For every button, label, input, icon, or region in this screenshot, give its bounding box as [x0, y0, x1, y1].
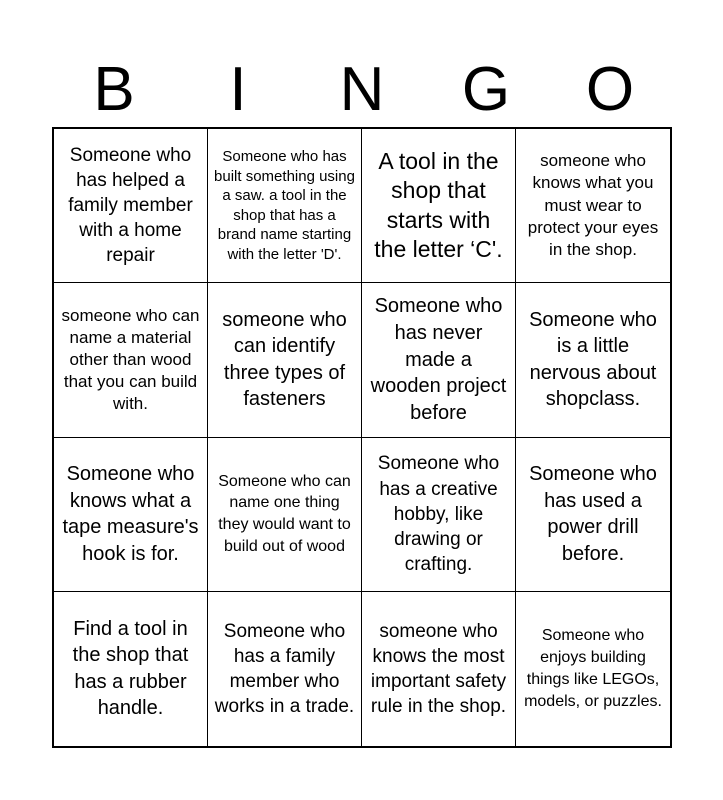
header-letter-n: N	[339, 55, 385, 124]
bingo-cell-r3-c1: Someone who knows what a tape measure's hook is for.	[54, 438, 208, 592]
bingo-header	[52, 52, 672, 128]
header-letter-g: G	[461, 55, 511, 124]
bingo-cell-r4-c1: Find a tool in the shop that has a rubber handle.	[54, 592, 208, 746]
bingo-cell-r2-c1: someone who can name a material other than wood that you can build with.	[54, 283, 208, 437]
header-letter-i: I	[229, 55, 247, 124]
header-letter-o: O	[585, 55, 635, 124]
bingo-cell-r2-c3: Someone who has never made a wooden project before	[362, 283, 516, 437]
bingo-card-grid	[52, 127, 672, 748]
bingo-cell-r1-c2: Someone who has built something using a saw. a tool in the shop that has a brand name starting with the letter 'D'.	[208, 129, 362, 283]
bingo-cell-r1-c3: A tool in the shop that starts with the letter ‘C'.	[362, 129, 516, 283]
bingo-cell-r2-c4: Someone who is a little nervous about shopclass.	[516, 283, 670, 437]
bingo-cell-r3-c4: Someone who has used a power drill before.	[516, 438, 670, 592]
header-letter-b: B	[93, 55, 135, 124]
bingo-cell-r2-c2: someone who can identify three types of fasteners	[208, 283, 362, 437]
bingo-cell-r3-c3: Someone who has a creative hobby, like drawing or crafting.	[362, 438, 516, 592]
bingo-cell-r1-c1: Someone who has helped a family member with a home repair	[54, 129, 208, 283]
bingo-cell-r4-c3: someone who knows the most important safety rule in the shop.	[362, 592, 516, 746]
bingo-cell-r1-c4: someone who knows what you must wear to protect your eyes in the shop.	[516, 129, 670, 283]
bingo-cell-r3-c2: Someone who can name one thing they would want to build out of wood	[208, 438, 362, 592]
bingo-cell-r4-c4: Someone who enjoys building things like LEGOs, models, or puzzles.	[524, 627, 662, 710]
bingo-cell-r4-c2: Someone who has a family member who works in a trade.	[208, 592, 362, 746]
